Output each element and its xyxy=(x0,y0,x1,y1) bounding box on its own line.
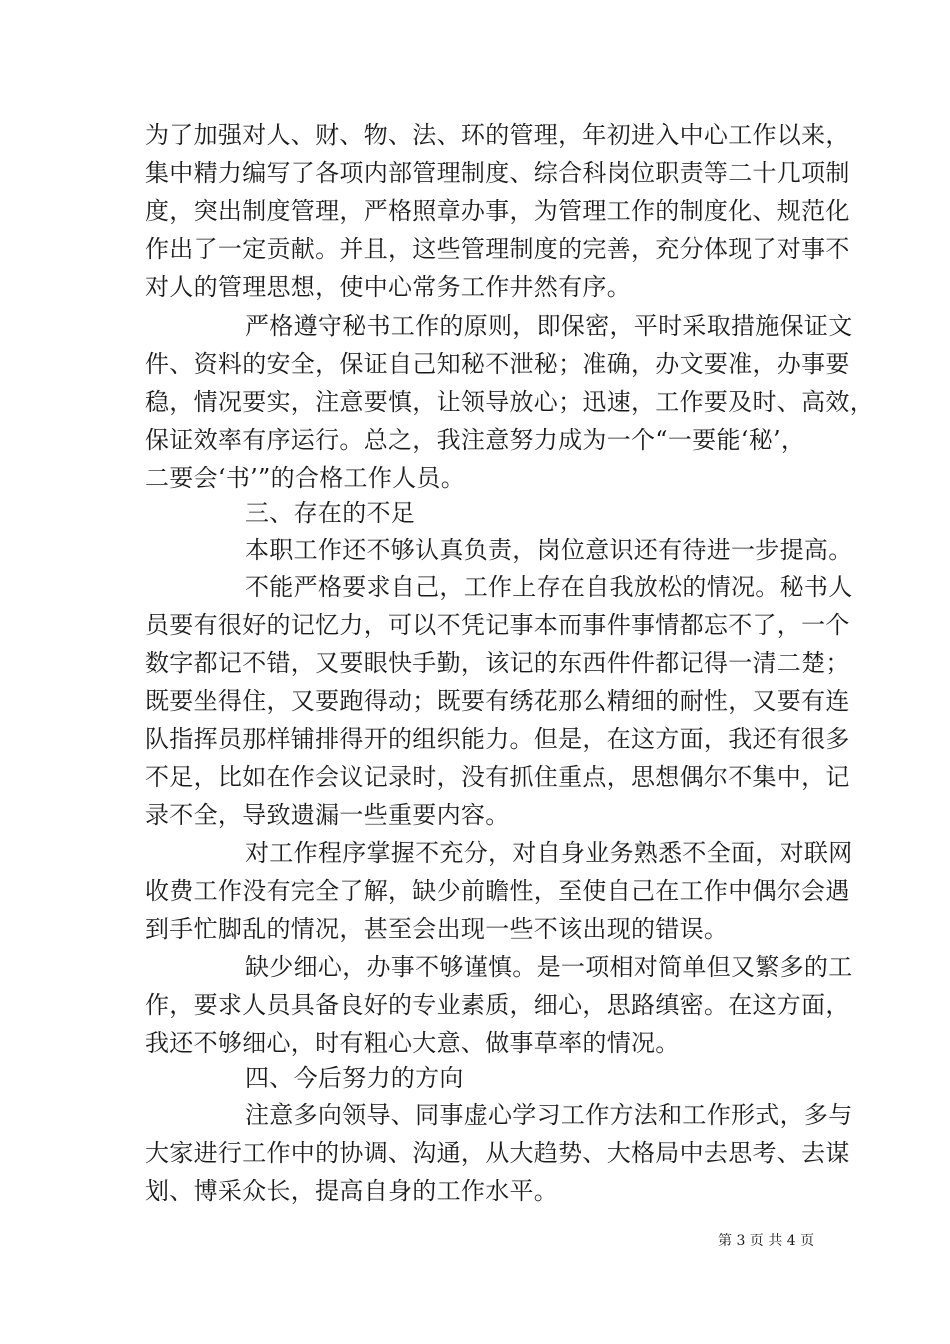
text-line: 收费工作没有完全了解，缺少前瞻性，至使自己在工作中偶尔会遇 xyxy=(145,877,850,905)
text-line: 录不全，导致遗漏一些重要内容。 xyxy=(145,801,510,829)
paragraph-first-line: 不能严格要求自己，工作上存在自我放松的情况。秘书人 xyxy=(245,573,853,601)
text-line: 到手忙脚乱的情况，甚至会出现一些不该出现的错误。 xyxy=(145,915,729,943)
text-line: 作，要求人员具备良好的专业素质，细心，思路缜密。在这方面， xyxy=(145,991,850,1019)
text-line: 对人的管理思想，使中心常务工作井然有序。 xyxy=(145,273,631,301)
text-line: 稳，情况要实，注意要慎，让领导放心；迅速，工作要及时、高效， xyxy=(145,388,874,416)
text-line: 集中精力编写了各项内部管理制度、综合科岗位职责等二十几项制 xyxy=(145,159,850,187)
text-line: 作出了一定贡献。并且，这些管理制度的完善，充分体现了对事不 xyxy=(145,235,850,263)
text-line: 数字都记不错，又要眼快手勤，该记的东西件件都记得一清二楚； xyxy=(145,649,850,677)
text-line: 队指挥员那样铺排得开的组织能力。但是，在这方面，我还有很多 xyxy=(145,725,850,753)
text-line: 我还不够细心，时有粗心大意、做事草率的情况。 xyxy=(145,1029,680,1057)
text-line: 为了加强对人、财、物、法、环的管理，年初进入中心工作以来， xyxy=(145,121,850,149)
paragraph-first-line: 严格遵守秘书工作的原则，即保密，平时采取措施保证文 xyxy=(245,312,853,340)
text-line: 保证效率有序运行。总之，我注意努力成为一个“一要能‘秘’， xyxy=(145,426,806,454)
paragraph-first-line: 缺少细心，办事不够谨慎。是一项相对简单但又繁多的工 xyxy=(245,953,853,981)
section-heading: 三、存在的不足 xyxy=(245,499,416,527)
text-line: 员要有很好的记忆力，可以不凭记事本而事件事情都忘不了，一个 xyxy=(145,611,850,639)
text-line: 划、博采众长，提高自身的工作水平。 xyxy=(145,1177,559,1205)
section-heading: 四、今后努力的方向 xyxy=(245,1064,464,1092)
text-line: 既要坐得住，又要跑得动；既要有绣花那么精细的耐性，又要有连 xyxy=(145,687,850,715)
paragraph-first-line: 本职工作还不够认真负责，岗位意识还有待进一步提高。 xyxy=(245,536,853,564)
text-line: 二要会‘书’”的合格工作人员。 xyxy=(145,464,466,492)
paragraph-first-line: 对工作程序掌握不充分，对自身业务熟悉不全面，对联网 xyxy=(245,839,853,867)
page-number: 第 3 页 共 4 页 xyxy=(718,1233,815,1249)
text-line: 件、资料的安全，保证自己知秘不泄秘；准确，办文要准，办事要 xyxy=(145,350,850,378)
paragraph-first-line: 注意多向领导、同事虚心学习工作方法和工作形式，多与 xyxy=(245,1101,853,1129)
text-line: 度，突出制度管理，严格照章办事，为管理工作的制度化、规范化 xyxy=(145,197,850,225)
text-line: 不足，比如在作会议记录时，没有抓住重点，思想偶尔不集中，记 xyxy=(145,763,850,791)
text-line: 大家进行工作中的协调、沟通，从大趋势、大格局中去思考、去谋 xyxy=(145,1139,850,1167)
